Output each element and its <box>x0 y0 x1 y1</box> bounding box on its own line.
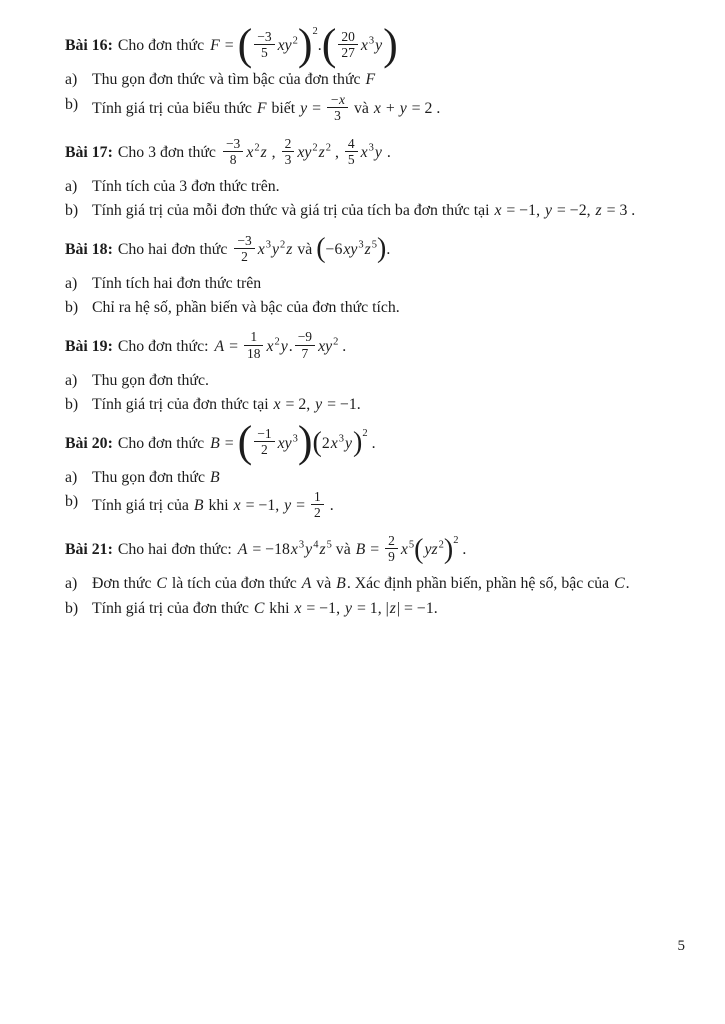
exercise-bai-18 <box>65 230 685 319</box>
math-text: . <box>367 434 376 452</box>
exercise-header <box>65 326 685 366</box>
math-text: Chỉ ra hệ số, phần biến và bậc của đơn thức tích. <box>92 299 400 317</box>
item-label: b) <box>65 492 79 510</box>
exercise-label: Bài 18: <box>65 240 113 258</box>
math-fraction <box>254 29 274 60</box>
math-var: y <box>280 337 288 355</box>
fraction-denominator: 3 <box>334 107 341 123</box>
math-var: x <box>246 143 254 161</box>
exercise-formula: $A = -18x^3y^4z^5$ và B = $\frac{2}{9}$ $x^5(yz^2)^2$ . <box>237 533 467 565</box>
exercise-formula <box>221 135 391 167</box>
math-exponent: 3 <box>292 433 298 445</box>
math-text: = <box>308 99 325 117</box>
exercise-intro: Cho đơn thức: <box>117 337 209 355</box>
math-var: F <box>256 99 267 117</box>
math-var: xy <box>318 337 333 355</box>
math-fraction <box>282 136 295 167</box>
exercise-header <box>65 19 685 69</box>
exercise-bai-17 <box>65 133 685 222</box>
item-text <box>92 69 685 90</box>
math-text: = −1, <box>502 202 544 220</box>
exercise-formula: $\frac{-3}{2}$ $x^3y^2z$ và $(-6xy^3z^5)$. <box>232 241 390 258</box>
item-label: b) <box>65 599 79 617</box>
fraction-denominator: 3 <box>284 151 292 167</box>
math-var: z <box>364 240 371 258</box>
page-number: 5 <box>677 938 685 954</box>
math-text: là tích của đơn thức <box>167 575 301 593</box>
math-var: z <box>286 240 293 258</box>
math-exponent: 2 <box>312 25 318 37</box>
math-text: . <box>386 240 391 258</box>
math-exponent: 2 <box>333 336 339 348</box>
math-exponent: 3 <box>338 433 345 445</box>
math-var: z <box>260 143 267 161</box>
exercise-item-a <box>65 69 685 90</box>
math-text: Tính giá trị của <box>92 497 193 515</box>
exercise-bai-20 <box>65 416 685 522</box>
math-var: xy <box>343 240 358 258</box>
math-text: + <box>381 99 399 117</box>
item-label: a) <box>65 71 78 89</box>
math-var: C <box>253 599 265 617</box>
exercise-item-b <box>65 394 685 415</box>
math-var: x <box>233 497 241 515</box>
item-label: a) <box>65 468 78 486</box>
math-text: . Xác định phần biến, phần hệ số, bậc của <box>346 575 614 593</box>
fraction-denominator: 2 <box>261 442 268 458</box>
fraction-denominator: 8 <box>229 151 237 167</box>
exercise-formula <box>213 329 347 361</box>
math-var: y <box>284 497 292 515</box>
exercise-item-b <box>65 598 685 619</box>
math-var: z <box>319 541 326 559</box>
math-text: Tính tích của 3 đơn thức trên. <box>92 177 280 195</box>
math-exponent: 2 <box>453 535 459 546</box>
item-text <box>92 598 685 619</box>
math-var: B <box>355 541 366 559</box>
math-var: xy <box>297 143 312 161</box>
math-text: Tính tích hai đơn thức trên <box>92 274 262 292</box>
math-exponent: 2 <box>292 35 298 47</box>
math-var: yz <box>424 541 438 559</box>
item-label: a) <box>65 371 78 389</box>
math-var: x <box>257 240 265 258</box>
math-text: = −1, <box>302 599 344 617</box>
math-var: x <box>273 395 281 413</box>
exercise-header <box>65 230 685 270</box>
item-label: a) <box>65 177 78 195</box>
math-text: = −2, <box>552 202 595 220</box>
math-var: x <box>294 599 302 617</box>
math-var: y <box>399 99 407 117</box>
math-var: B <box>336 575 346 593</box>
math-exponent: 3 <box>358 239 364 251</box>
math-var: F <box>210 37 220 55</box>
math-exponent: 2 <box>254 142 260 154</box>
exercise-item-b <box>65 200 685 221</box>
exercise-label: Bài 19: <box>65 337 113 355</box>
math-var: y <box>375 37 383 55</box>
math-exponent: 3 <box>368 142 374 154</box>
item-text <box>92 370 685 391</box>
math-var: y <box>544 202 552 220</box>
exercise-intro: Cho đơn thức <box>117 434 205 452</box>
math-var: xy <box>277 434 292 452</box>
fraction-denominator: 2 <box>241 248 248 264</box>
math-var: A <box>301 575 312 593</box>
fraction-denominator: 5 <box>261 45 268 61</box>
math-fraction <box>223 136 243 167</box>
math-var: z <box>318 143 325 161</box>
math-text: 2 <box>321 434 330 452</box>
math-var: y <box>374 143 382 161</box>
math-var: x <box>360 37 368 55</box>
fraction-numerator: −3 <box>234 233 254 249</box>
math-text: khi <box>265 599 294 617</box>
item-text <box>92 394 685 415</box>
math-text: khi <box>204 497 233 515</box>
math-fraction <box>254 426 274 457</box>
math-text: −6 <box>325 240 343 258</box>
fraction-numerator: 1 <box>244 329 264 345</box>
math-text: = <box>220 434 238 452</box>
item-label: b) <box>65 95 79 113</box>
math-fraction <box>295 329 315 360</box>
item-label: b) <box>65 395 79 413</box>
math-text: Thu gọn đơn thức <box>92 468 209 486</box>
exercise-item-a <box>65 273 685 294</box>
fraction-denominator: 9 <box>388 549 395 565</box>
fraction-denominator: 27 <box>341 45 355 61</box>
math-exponent: 3 <box>368 35 375 47</box>
fraction-numerator: 2 <box>385 533 398 549</box>
fraction-numerator: −9 <box>295 329 315 345</box>
math-exponent: 2 <box>362 428 368 440</box>
item-text <box>92 297 685 318</box>
math-text: biết <box>267 99 300 117</box>
math-text: , <box>267 143 280 161</box>
fraction-denominator: 7 <box>301 345 309 361</box>
item-text <box>92 488 685 522</box>
math-text: = 1, <box>353 599 386 617</box>
math-text: | = −1. <box>396 599 438 617</box>
math-var: C <box>156 575 167 593</box>
math-exponent: 2 <box>274 336 280 348</box>
exercise-header <box>65 416 685 466</box>
math-var: B <box>193 497 204 515</box>
math-text: và <box>331 541 355 559</box>
math-exponent: 2 <box>312 142 318 154</box>
math-text: = −18 <box>248 541 290 559</box>
exercise-item-a <box>65 467 685 488</box>
fraction-numerator: 4 <box>345 136 358 152</box>
item-label: a) <box>65 575 78 593</box>
exercise-label: Bài 16: <box>65 37 113 55</box>
exercise-item-b <box>65 91 685 125</box>
math-exponent: 3 <box>298 540 305 551</box>
math-text: Đơn thức <box>92 575 156 593</box>
math-fraction <box>311 489 324 520</box>
math-exponent: 2 <box>438 540 444 551</box>
item-label: a) <box>65 274 78 292</box>
math-text: . <box>382 143 391 161</box>
item-text <box>92 200 685 221</box>
exercise-bai-19 <box>65 326 685 415</box>
math-fraction <box>345 136 358 167</box>
math-text: . <box>288 337 293 355</box>
exercise-item-b <box>65 488 685 522</box>
math-var: x <box>266 337 274 355</box>
math-exponent: 5 <box>371 239 378 251</box>
item-text <box>92 176 685 197</box>
fraction-denominator: 18 <box>246 345 261 361</box>
math-var: x <box>400 541 408 559</box>
math-var: B <box>209 468 220 486</box>
math-fraction <box>385 533 398 564</box>
math-text: . <box>458 541 467 559</box>
math-var: C <box>614 575 625 593</box>
item-label: b) <box>65 299 79 317</box>
math-text: = 2, <box>281 395 315 413</box>
math-text: . <box>325 497 334 515</box>
math-text: = −1, <box>241 497 284 515</box>
math-text: = <box>292 497 309 515</box>
math-text: = <box>225 337 242 355</box>
math-text: = −1. <box>323 395 361 413</box>
math-text: = 2 . <box>407 99 441 117</box>
fraction-numerator: −1 <box>254 426 274 442</box>
math-exponent: 4 <box>313 540 319 551</box>
item-text <box>92 467 685 488</box>
item-text <box>92 573 685 594</box>
math-var: F <box>365 71 376 89</box>
math-var: A <box>214 337 225 355</box>
math-var: y <box>271 240 279 258</box>
math-text: và <box>312 575 336 593</box>
exercise-intro: Cho 3 đơn thức <box>117 143 216 161</box>
math-var: x <box>360 143 368 161</box>
math-text: và <box>350 99 373 117</box>
math-var: z <box>595 202 602 220</box>
fraction-numerator: 2 <box>282 136 295 152</box>
exercise-formula: B = ( $\frac{-1}{2}$ $xy^3)(2x^3y)^2$ . <box>210 416 376 466</box>
exercise-intro: Cho đơn thức <box>117 37 205 55</box>
fraction-numerator: 1 <box>311 489 324 505</box>
math-var: A <box>237 541 248 559</box>
fraction-numerator: 20 <box>338 29 358 45</box>
fraction-denominator: 5 <box>347 151 355 167</box>
item-label: b) <box>65 202 79 220</box>
math-text: = <box>366 541 384 559</box>
math-var: y <box>345 434 353 452</box>
math-text: và <box>293 240 317 258</box>
math-text: = 3 . <box>602 202 636 220</box>
math-var: B <box>210 434 220 452</box>
exercise-header <box>65 530 685 570</box>
math-text: Tính giá trị của đơn thức tại <box>92 395 273 413</box>
math-var: x <box>373 99 381 117</box>
exercise-intro: Cho hai đơn thức: <box>117 541 232 559</box>
exercise-item-a <box>65 370 685 391</box>
math-var: xy <box>277 37 292 55</box>
math-text: Thu gọn đơn thức. <box>92 371 209 389</box>
exercise-intro: Cho hai đơn thức <box>117 240 228 258</box>
math-exponent: 5 <box>408 540 415 551</box>
math-var: y <box>300 99 308 117</box>
exercise-label: Bài 21: <box>65 541 113 559</box>
exercise-item-b <box>65 297 685 318</box>
math-text: . <box>625 575 630 593</box>
math-var: y <box>315 395 323 413</box>
math-fraction <box>234 233 254 264</box>
math-exponent: 3 <box>265 239 271 251</box>
math-fraction <box>338 29 358 60</box>
math-fraction <box>327 92 348 123</box>
fraction-numerator: −3 <box>254 29 274 45</box>
math-exponent: 2 <box>280 239 286 251</box>
math-text: . <box>338 337 347 355</box>
math-text: Tính giá trị của biểu thức <box>92 99 256 117</box>
exercise-bai-16 <box>65 19 685 125</box>
exercise-bai-21 <box>65 530 685 619</box>
fraction-denominator: 2 <box>314 504 321 520</box>
math-text: , <box>331 143 343 161</box>
exercise-label: Bài 17: <box>65 143 113 161</box>
math-var: x <box>290 541 298 559</box>
math-text: Tính giá trị của mỗi đơn thức và giá trị của tích ba đơn thức tại <box>92 202 494 220</box>
item-text <box>92 91 685 125</box>
fraction-numerator: −x <box>327 92 348 108</box>
math-var: x <box>330 434 338 452</box>
math-text: | <box>385 599 389 617</box>
exercise-label: Bài 20: <box>65 434 113 452</box>
math-text: . <box>317 37 322 55</box>
math-var: y <box>305 541 313 559</box>
math-exponent: 5 <box>326 540 332 551</box>
math-text: Thu gọn đơn thức và tìm bậc của đơn thức <box>92 71 365 89</box>
exercise-item-a <box>65 573 685 594</box>
math-exponent: 2 <box>325 142 332 154</box>
math-var: z <box>389 599 396 617</box>
math-var: y <box>344 599 352 617</box>
item-text <box>92 273 685 294</box>
fraction-numerator: −3 <box>223 136 243 152</box>
math-text: Tính giá trị của đơn thức <box>92 599 253 617</box>
exercise-formula: F = ( $\frac{-3}{5}$ $xy^2)^2$.( $\frac{20}{27}$ $x^3y$) <box>210 19 398 69</box>
math-text: = <box>220 37 238 55</box>
exercise-item-a <box>65 176 685 197</box>
math-fraction <box>244 329 264 360</box>
math-var: x <box>494 202 502 220</box>
exercise-header <box>65 133 685 173</box>
